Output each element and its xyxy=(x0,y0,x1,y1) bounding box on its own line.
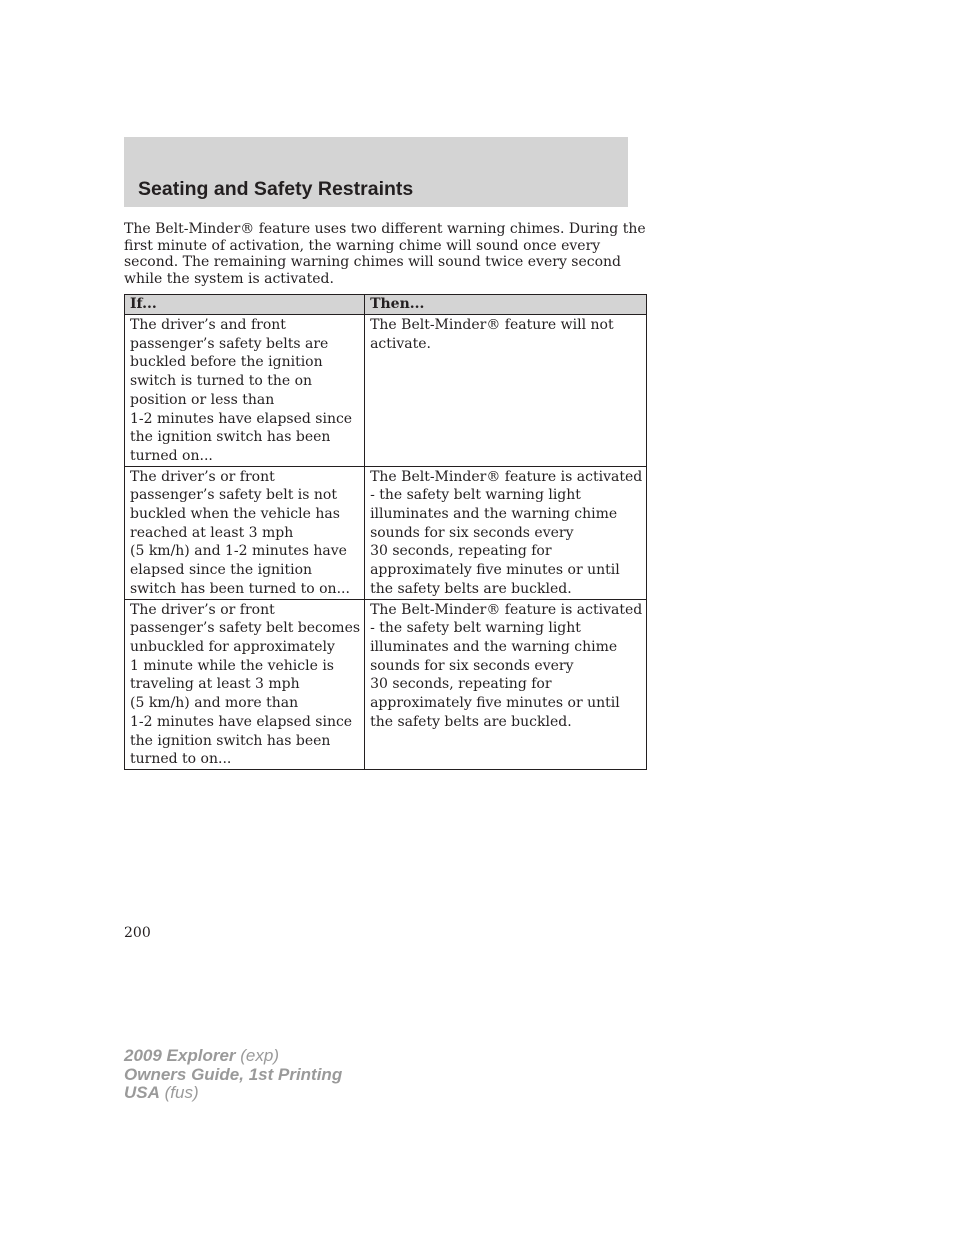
column-header-then: Then... xyxy=(365,295,647,315)
cell-line: 1-2 minutes have elapsed since xyxy=(130,410,353,427)
cell-line: the safety belts are buckled. xyxy=(370,580,572,597)
intro-line: first minute of activation, the warning chime will sound once every xyxy=(124,237,601,254)
table-row xyxy=(125,466,647,599)
cell-line: 1 minute while the vehicle is xyxy=(130,657,334,674)
cell-line: - the safety belt warning light xyxy=(370,487,581,504)
table-row xyxy=(125,315,647,467)
intro-line: second. The remaining warning chimes will sound twice every second xyxy=(124,254,622,271)
cell-line: the safety belts are buckled. xyxy=(370,713,572,730)
cell-line: The driver’s or front xyxy=(130,468,275,485)
intro-line: The Belt-Minder® feature uses two different warning chimes. During the xyxy=(124,221,646,237)
cell-line: sounds for six seconds every xyxy=(370,657,574,674)
cell-line: passenger’s safety belts are xyxy=(130,335,329,352)
cell-line: - the safety belt warning light xyxy=(370,620,581,637)
table-row xyxy=(125,599,647,769)
cell-line: The driver’s or front xyxy=(130,601,275,618)
if-cell xyxy=(125,315,365,467)
cell-line: activate. xyxy=(370,335,431,352)
cell-line: passenger’s safety belt becomes xyxy=(130,620,361,637)
cell-line: sounds for six seconds every xyxy=(370,524,574,541)
cell-line: switch has been turned to on... xyxy=(130,580,350,597)
cell-line: turned on... xyxy=(130,447,213,464)
cell-line: turned to on... xyxy=(130,751,232,768)
cell-line: illuminates and the warning chime xyxy=(370,506,618,523)
column-header-if: If... xyxy=(125,295,365,315)
then-cell xyxy=(365,466,647,599)
cell-line: buckled before the ignition xyxy=(130,354,323,371)
cell-line: 30 seconds, repeating for xyxy=(370,676,552,693)
cell-line: 1-2 minutes have elapsed since xyxy=(130,713,353,730)
footer-line-region xyxy=(124,1084,342,1103)
cell-line: illuminates and the warning chime xyxy=(370,639,618,656)
footer-line-model xyxy=(124,1047,342,1066)
page-number: 200 xyxy=(124,925,151,941)
then-cell xyxy=(365,315,647,467)
if-cell xyxy=(125,599,365,769)
if-cell xyxy=(125,466,365,599)
footer-model: 2009 Explorer xyxy=(124,1046,236,1065)
cell-line: traveling at least 3 mph xyxy=(130,676,300,693)
footer-region-code: (fus) xyxy=(164,1083,199,1102)
cell-line: approximately five minutes or until xyxy=(370,562,620,579)
footer-model-code: (exp) xyxy=(240,1046,279,1065)
cell-line: The Belt-Minder® feature is activated xyxy=(370,601,643,618)
cell-line: passenger’s safety belt is not xyxy=(130,487,337,504)
cell-line: the ignition switch has been xyxy=(130,732,331,749)
cell-line: reached at least 3 mph xyxy=(130,524,294,541)
cell-line: switch is turned to the on xyxy=(130,373,313,390)
cell-line: The driver’s and front xyxy=(130,317,286,333)
section-title: Seating and Safety Restraints xyxy=(138,178,414,200)
cell-line: (5 km/h) and 1-2 minutes have xyxy=(130,543,347,560)
intro-paragraph xyxy=(124,221,646,287)
table-header-row xyxy=(125,295,647,315)
cell-line: unbuckled for approximately xyxy=(130,639,335,656)
section-header-band xyxy=(124,137,628,207)
cell-line: approximately five minutes or until xyxy=(370,695,620,712)
cell-line: the ignition switch has been xyxy=(130,429,331,446)
cell-line: The Belt-Minder® feature will not xyxy=(370,317,614,333)
cell-line: position or less than xyxy=(130,391,275,408)
cell-line: The Belt-Minder® feature is activated xyxy=(370,468,643,485)
footer-region: USA xyxy=(124,1083,160,1102)
cell-line: 30 seconds, repeating for xyxy=(370,543,552,560)
footer-guide: Owners Guide, 1st Printing xyxy=(124,1064,343,1084)
cell-line: elapsed since the ignition xyxy=(130,562,313,579)
belt-minder-table xyxy=(124,294,647,770)
cell-line: (5 km/h) and more than xyxy=(130,695,299,712)
then-cell xyxy=(365,599,647,769)
cell-line: buckled when the vehicle has xyxy=(130,506,340,523)
intro-line: while the system is activated. xyxy=(124,270,334,287)
print-footer xyxy=(124,1047,342,1103)
